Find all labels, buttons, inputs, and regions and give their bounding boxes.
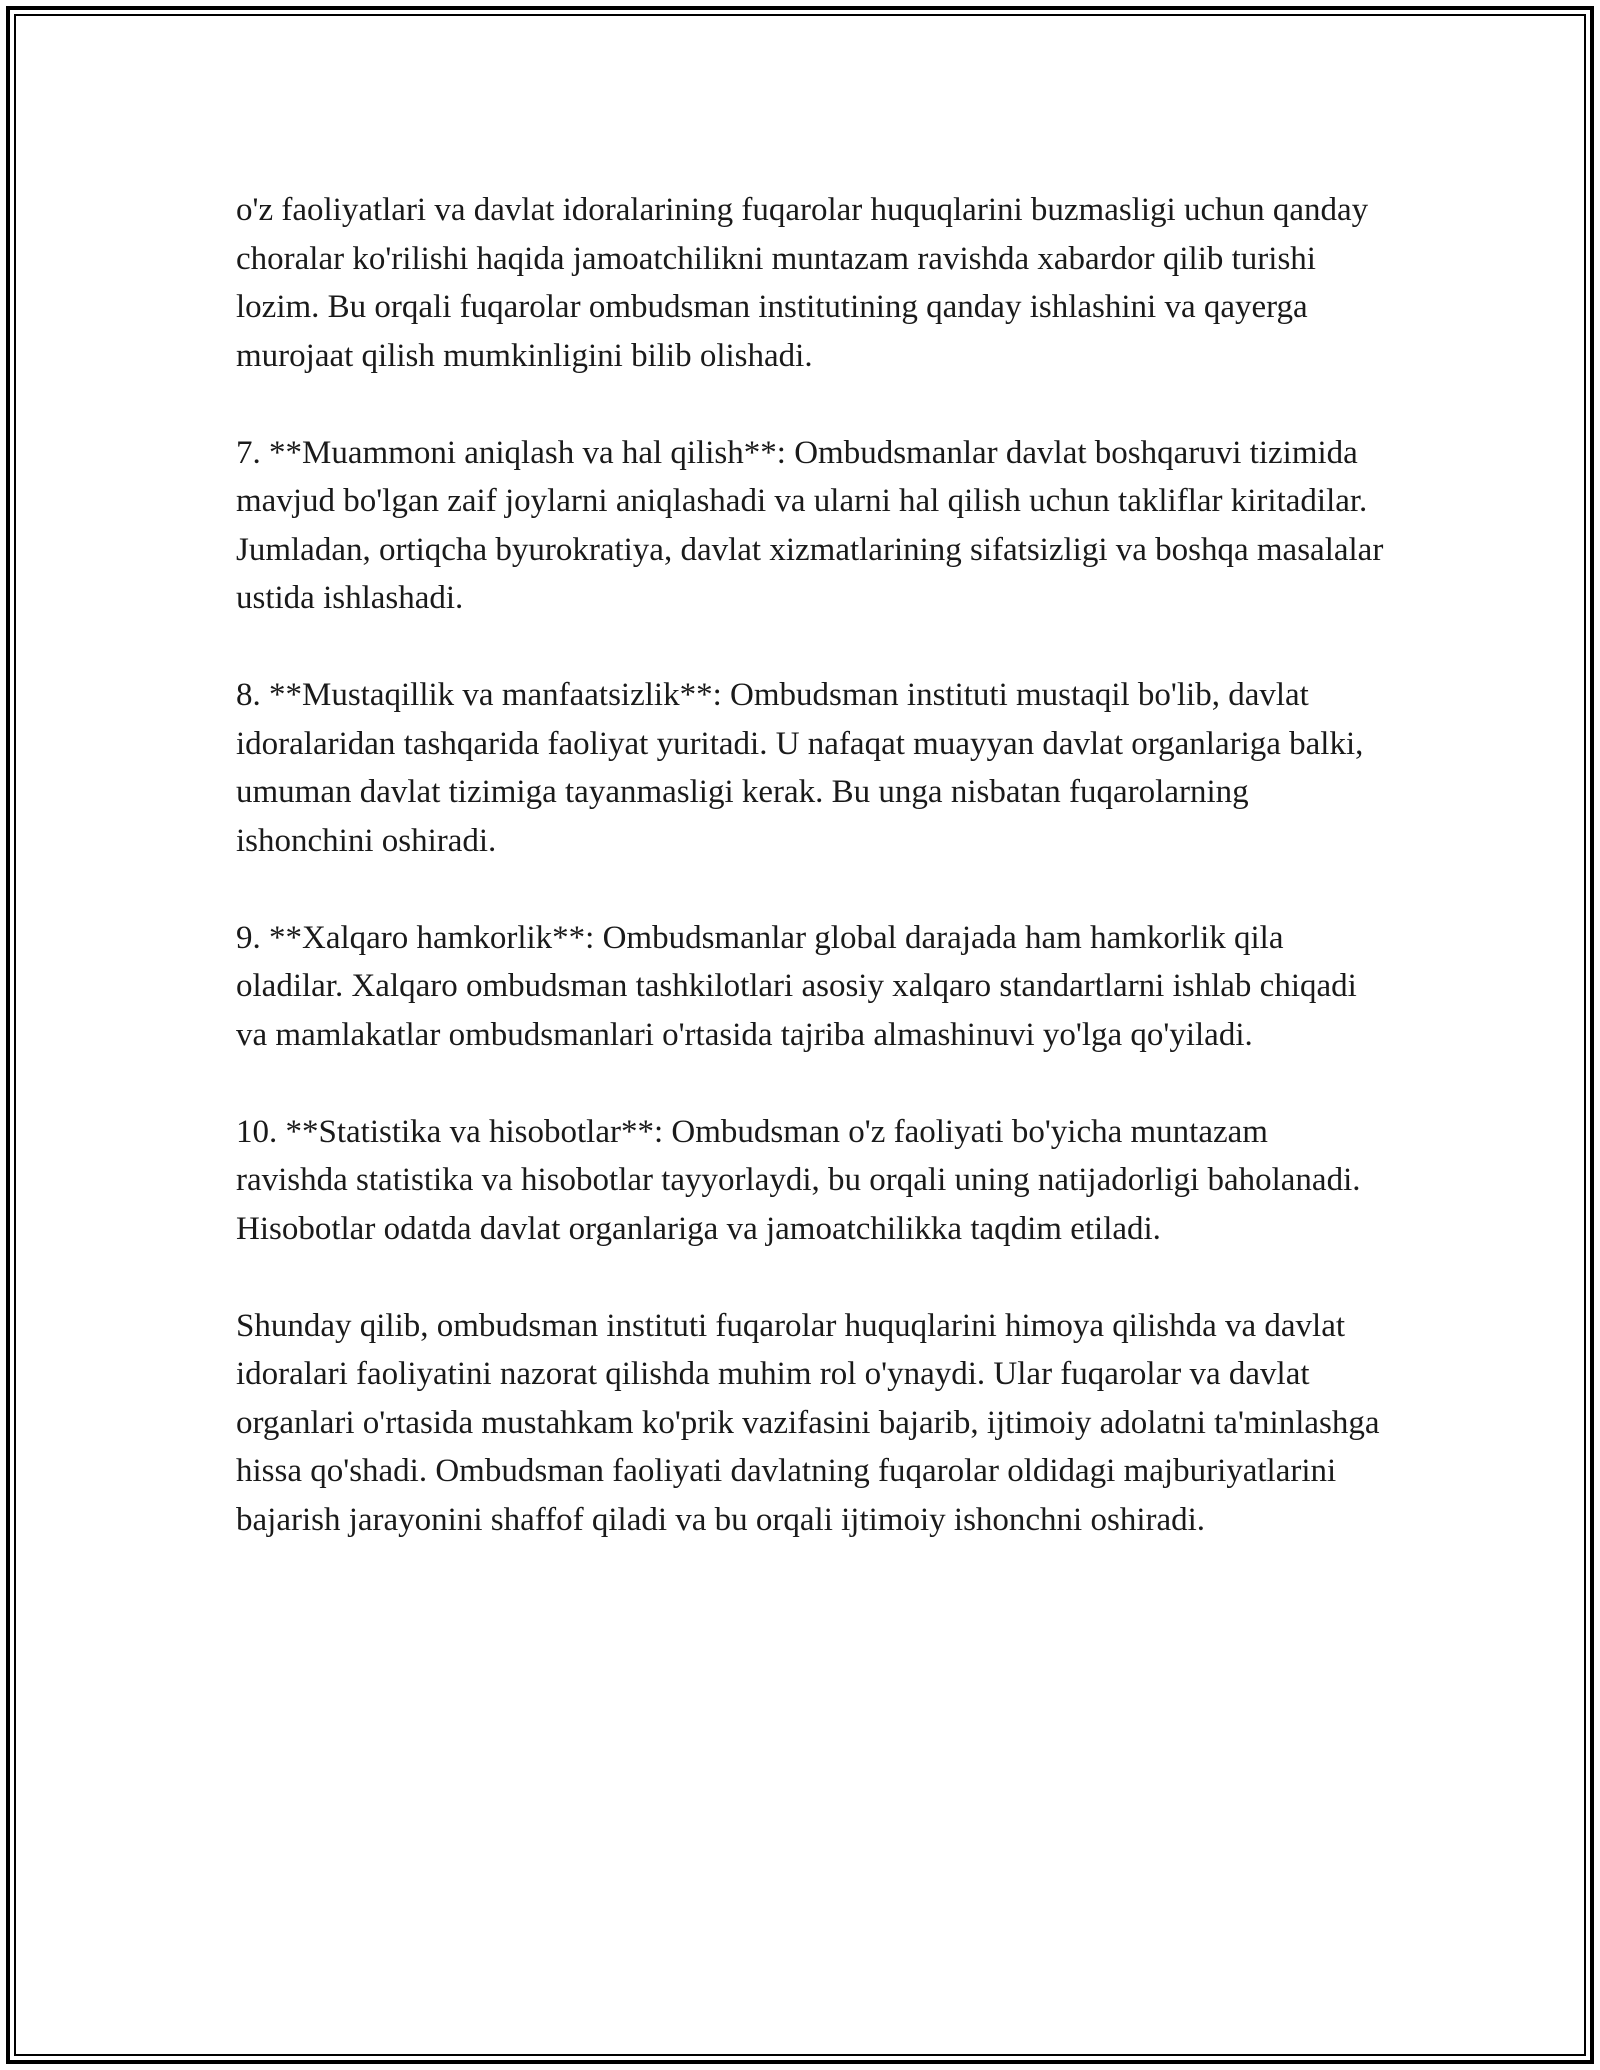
paragraph-item-7: 7. **Muammoni aniqlash va hal qilish**: Ombudsmanlar davlat boshqaruvi tizimida mavjud bo'lgan zaif joylarni aniqlashadi va ularni hal qilish uchun takliflar kiritadilar. Jumladan, ortiqcha byurokratiya, davlat xizmatlarining sifatsizligi va boshqa masalalar ustida ishlashadi. (236, 434, 1384, 616)
document-body (236, 186, 1386, 1544)
paragraph-item-9: 9. **Xalqaro hamkorlik**: Ombudsmanlar global darajada ham hamkorlik qila oladilar. Xalqaro ombudsman tashkilotlari asosiy xalqaro standartlarni ishlab chiqadi va mamlakatlar ombudsmanlari o'rtasida tajriba almashinuvi yo'lga qo'yiladi. (236, 919, 1357, 1053)
paragraph-item-10: 10. **Statistika va hisobotlar**: Ombudsman o'z faoliyati bo'yicha muntazam ravishda statistika va hisobotlar tayyorlaydi, bu orqali uning natijadorligi baholanadi. Hisobotlar odatda davlat organlariga va jamoatchilikka taqdim etiladi. (236, 1113, 1361, 1247)
paragraph-conclusion: Shunday qilib, ombudsman instituti fuqarolar huquqlarini himoya qilishda va davlat idoralari faoliyatini nazorat qilishda muhim rol o'ynaydi. Ular fuqarolar va davlat organlari o'rtasida mustahkam ko'prik vazifasini bajarib, ijtimoiy adolatni ta'minlashga hissa qo'shadi. Ombudsman faoliyati davlatning fuqarolar oldidagi majburiyatlarini bajarish jarayonini shaffof qiladi va bu orqali ijtimoiy ishonchni oshiradi. (236, 1307, 1380, 1538)
paragraph-continuation: o'z faoliyatlari va davlat idoralarining fuqarolar huquqlarini buzmasligi uchun qanday choralar ko'rilishi haqida jamoatchilikni muntazam ravishda xabardor qilib turishi lozim. Bu orqali fuqarolar ombudsman institutining qanday ishlashini va qayerga murojaat qilish mumkinligini bilib olishadi. (236, 192, 1369, 374)
paragraph-item-8: 8. **Mustaqillik va manfaatsizlik**: Ombudsman instituti mustaqil bo'lib, davlat idoralaridan tashqarida faoliyat yuritadi. U nafaqat muayyan davlat organlariga balki, umuman davlat tizimiga tayanmasligi kerak. Bu unga nisbatan fuqarolarning ishonchini oshiradi. (236, 677, 1364, 859)
